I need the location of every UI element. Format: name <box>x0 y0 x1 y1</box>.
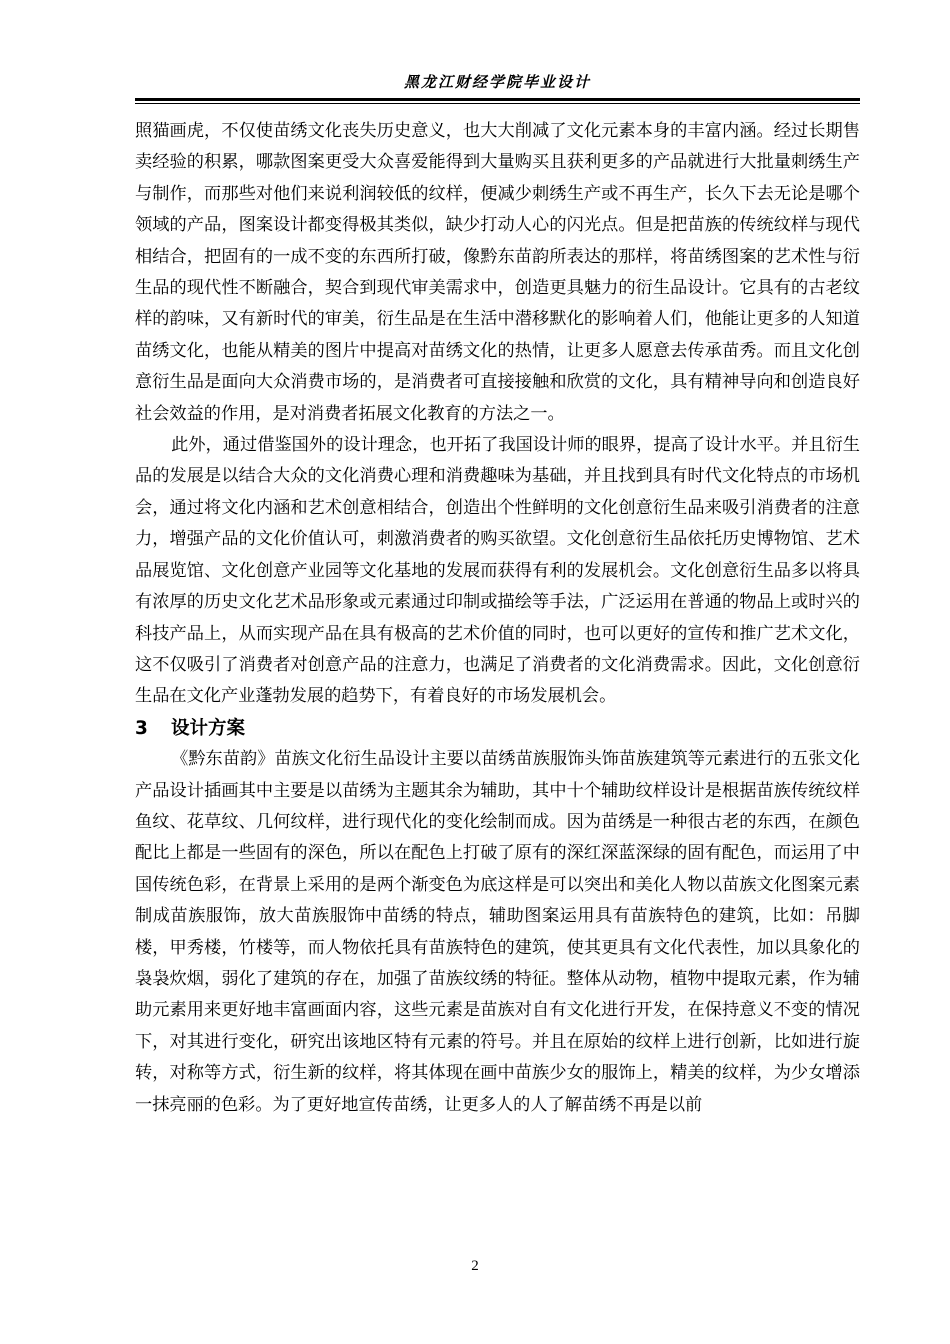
section-number: 3 <box>135 717 148 739</box>
paragraph: 此外，通过借鉴国外的设计理念，也开拓了我国设计师的眼界，提高了设计水平。并且衍生品的发展是以结合大众的文化消费心理和消费趣味为基础，并且找到具有时代文化特点的市场机会，通过将文化内涵和艺术创意相结合，创造出个性鲜明的文化创意衍生品来吸引消费者的注意力，增强产品的文化价值认可，刺激消费者的购买欲望。文化创意衍生品依托历史博物馆、艺术品展览馆、文化创意产业园等文化基地的发展而获得有利的发展机会。文化创意衍生品多以将具有浓厚的历史文化艺术品形象或元素通过印制或描绘等手法，广泛运用在普通的物品上或时兴的科技产品上，从而实现产品在具有极高的艺术价值的同时，也可以更好的宣传和推广艺术文化，这不仅吸引了消费者对创意产品的注意力，也满足了消费者的文化消费需求。因此，文化创意衍生品在文化产业蓬勃发展的趋势下，有着良好的市场发展机会。 <box>135 435 860 707</box>
page-number: 2 <box>471 1258 479 1274</box>
header-rule-thin <box>135 103 860 104</box>
paragraph: 《黔东苗韵》苗族文化衍生品设计主要以苗绣苗族服饰头饰苗族建筑等元素进行的五张文化产品设计插画其中主要是以苗绣为主题其余为辅助，其中十个辅助纹样设计是根据苗族传统纹样鱼纹、花草纹、几何纹样，进行现代化的变化绘制而成。因为苗绣是一种很古老的东西，在颜色配比上都是一些固有的深色，所以在配色上打破了原有的深红深蓝深绿的固有配色，而运用了中国传统色彩，在背景上采用的是两个渐变色为底这样是可以突出和美化人物以苗族文化图案元素制成苗族服饰，放大苗族服饰中苗绣的特点，辅助图案运用具有苗族特色的建筑，比如：吊脚楼，甲秀楼，竹楼等，而人物依托具有苗族特色的建筑，使其更具有文化代表性，加以具象化的袅袅炊烟，弱化了建筑的存在，加强了苗族纹绣的特征。整体从动物，植物中提取元素，作为辅助元素用来更好地丰富画面内容，这些元素是苗族对自有文化进行开发，在保持意义不变的情况下，对其进行变化，研究出该地区特有元素的符号。并且在原始的纹样上进行创新，比如进行旋转，对称等方式，衍生新的纹样，将其体现在画中苗族少女的服饰上，精美的纹样，为少女增添一抹亮丽的色彩。为了更好地宣传苗绣，让更多人的人了解苗绣不再是以前 <box>135 749 860 1115</box>
section-heading <box>135 713 860 744</box>
body-text <box>135 116 860 1121</box>
paragraph-continued: 照猫画虎，不仅使苗绣文化丧失历史意义，也大大削减了文化元素本身的丰富内涵。经过长期售卖经验的积累，哪款图案更受大众喜爱能得到大量购买且获利更多的产品就进行大批量刺绣生产与制作，而那些对他们来说利润较低的纹样，便减少刺绣生产或不再生产，长久下去无论是哪个领域的产品，图案设计都变得极其类似，缺少打动人心的闪光点。但是把苗族的传统纹样与现代相结合，把固有的一成不变的东西所打破，像黔东苗韵所表达的那样，将苗绣图案的艺术性与衍生品的现代性不断融合，契合到现代审美需求中，创造更具魅力的衍生品设计。它具有的古老纹样的韵味，又有新时代的审美，衍生品是在生活中潜移默化的影响着人们，他能让更多的人知道苗绣文化，也能从精美的图片中提高对苗绣文化的热情，让更多人愿意去传承苗秀。而且文化创意衍生品是面向大众消费市场的，是消费者可直接接触和欣赏的文化，具有精神导向和创造良好社会效益的作用，是对消费者拓展文化教育的方法之一。 <box>135 121 860 424</box>
header-rule-thick <box>135 98 860 101</box>
running-header: 黑龙江财经学院毕业设计 <box>403 73 591 91</box>
section-title: 设计方案 <box>171 717 246 739</box>
